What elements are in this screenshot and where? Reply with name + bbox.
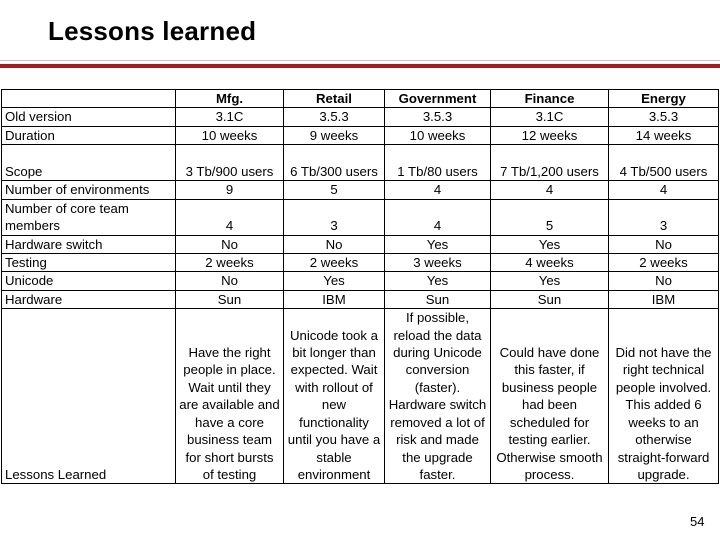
- table-cell: 4 weeks: [491, 254, 609, 272]
- table-cell: No: [609, 272, 719, 290]
- row-label: Old version: [2, 108, 176, 126]
- table-cell: 6 Tb/300 users: [284, 145, 385, 181]
- header-cell-government: Government: [385, 90, 491, 108]
- table-cell: Did not have the right technical people involved. This added 6 weeks to an otherwise straight-forward upgrade.: [609, 309, 719, 484]
- row-label: Lessons Learned: [2, 309, 176, 484]
- table-cell: Yes: [284, 272, 385, 290]
- lessons-table: [1, 89, 719, 484]
- table-cell: 4: [609, 181, 719, 199]
- table-cell: Have the right people in place. Wait until they are available and have a core business team for short bursts of testing: [176, 309, 284, 484]
- table-cell: 2 weeks: [176, 254, 284, 272]
- table-cell: 10 weeks: [176, 126, 284, 144]
- table-cell: 3 weeks: [385, 254, 491, 272]
- table-cell: 3.1C: [491, 108, 609, 126]
- row-label: Duration: [2, 126, 176, 144]
- table-cell: 4: [385, 181, 491, 199]
- table-cell: 10 weeks: [385, 126, 491, 144]
- page-number: 54: [690, 514, 705, 529]
- table-row-core-team: [2, 199, 719, 235]
- table-cell: No: [176, 235, 284, 253]
- table-cell: 1 Tb/80 users: [385, 145, 491, 181]
- table-cell: 3: [609, 199, 719, 235]
- title-divider-thick: [0, 64, 720, 68]
- table-cell: No: [284, 235, 385, 253]
- table-cell: 9 weeks: [284, 126, 385, 144]
- table-cell: 3 Tb/900 users: [176, 145, 284, 181]
- table-cell: 14 weeks: [609, 126, 719, 144]
- table-cell: 3.5.3: [284, 108, 385, 126]
- table-cell: 4: [176, 199, 284, 235]
- table-row-duration: [2, 126, 719, 144]
- table-cell: 2 weeks: [609, 254, 719, 272]
- table-row-environments: [2, 181, 719, 199]
- table-cell: Sun: [385, 290, 491, 308]
- slide-title: Lessons learned: [48, 16, 257, 46]
- table-cell: Could have done this faster, if business people had been scheduled for testing earlier. Otherwise smooth process.: [491, 309, 609, 484]
- table-cell: 5: [491, 199, 609, 235]
- table-cell: 3: [284, 199, 385, 235]
- table-cell: 4: [491, 181, 609, 199]
- table-cell: No: [609, 235, 719, 253]
- row-label: Hardware: [2, 290, 176, 308]
- header-cell-finance: Finance: [491, 90, 609, 108]
- table-row-lessons-learned: [2, 309, 719, 484]
- table-cell: 4 Tb/500 users: [609, 145, 719, 181]
- row-label: Number of environments: [2, 181, 176, 199]
- row-label: Hardware switch: [2, 235, 176, 253]
- row-label: Unicode: [2, 272, 176, 290]
- table-cell: Sun: [176, 290, 284, 308]
- table-row-hardware-switch: [2, 235, 719, 253]
- table-cell: Yes: [491, 272, 609, 290]
- title-divider-thin: [0, 60, 720, 61]
- table-cell: 3.5.3: [609, 108, 719, 126]
- table-cell: 5: [284, 181, 385, 199]
- table-cell: IBM: [284, 290, 385, 308]
- table-cell: 7 Tb/1,200 users: [491, 145, 609, 181]
- table-cell: Sun: [491, 290, 609, 308]
- header-cell-energy: Energy: [609, 90, 719, 108]
- table-row-scope: [2, 145, 719, 181]
- row-label: Scope: [2, 145, 176, 181]
- table-cell: If possible, reload the data during Unicode conversion (faster). Hardware switch removed a lot of risk and made the upgrade faster.: [385, 309, 491, 484]
- table-row-unicode: [2, 272, 719, 290]
- table-row-hardware: [2, 290, 719, 308]
- table-cell: 9: [176, 181, 284, 199]
- table-cell: 3.5.3: [385, 108, 491, 126]
- table-cell: 4: [385, 199, 491, 235]
- header-cell-mfg: Mfg.: [176, 90, 284, 108]
- table-cell: Yes: [385, 272, 491, 290]
- header-cell-retail: Retail: [284, 90, 385, 108]
- row-label: Number of core team members: [2, 199, 176, 235]
- table-cell: 2 weeks: [284, 254, 385, 272]
- table-cell: Yes: [491, 235, 609, 253]
- table-header-row: [2, 90, 719, 108]
- table-cell: No: [176, 272, 284, 290]
- table-row-testing: [2, 254, 719, 272]
- table-row-old-version: [2, 108, 719, 126]
- table-cell: Yes: [385, 235, 491, 253]
- row-label: Testing: [2, 254, 176, 272]
- table-cell: Unicode took a bit longer than expected. Wait with rollout of new functionality until you have a stable environment: [284, 309, 385, 484]
- header-cell-corner: [2, 90, 176, 108]
- table-cell: 3.1C: [176, 108, 284, 126]
- table-cell: 12 weeks: [491, 126, 609, 144]
- table-cell: IBM: [609, 290, 719, 308]
